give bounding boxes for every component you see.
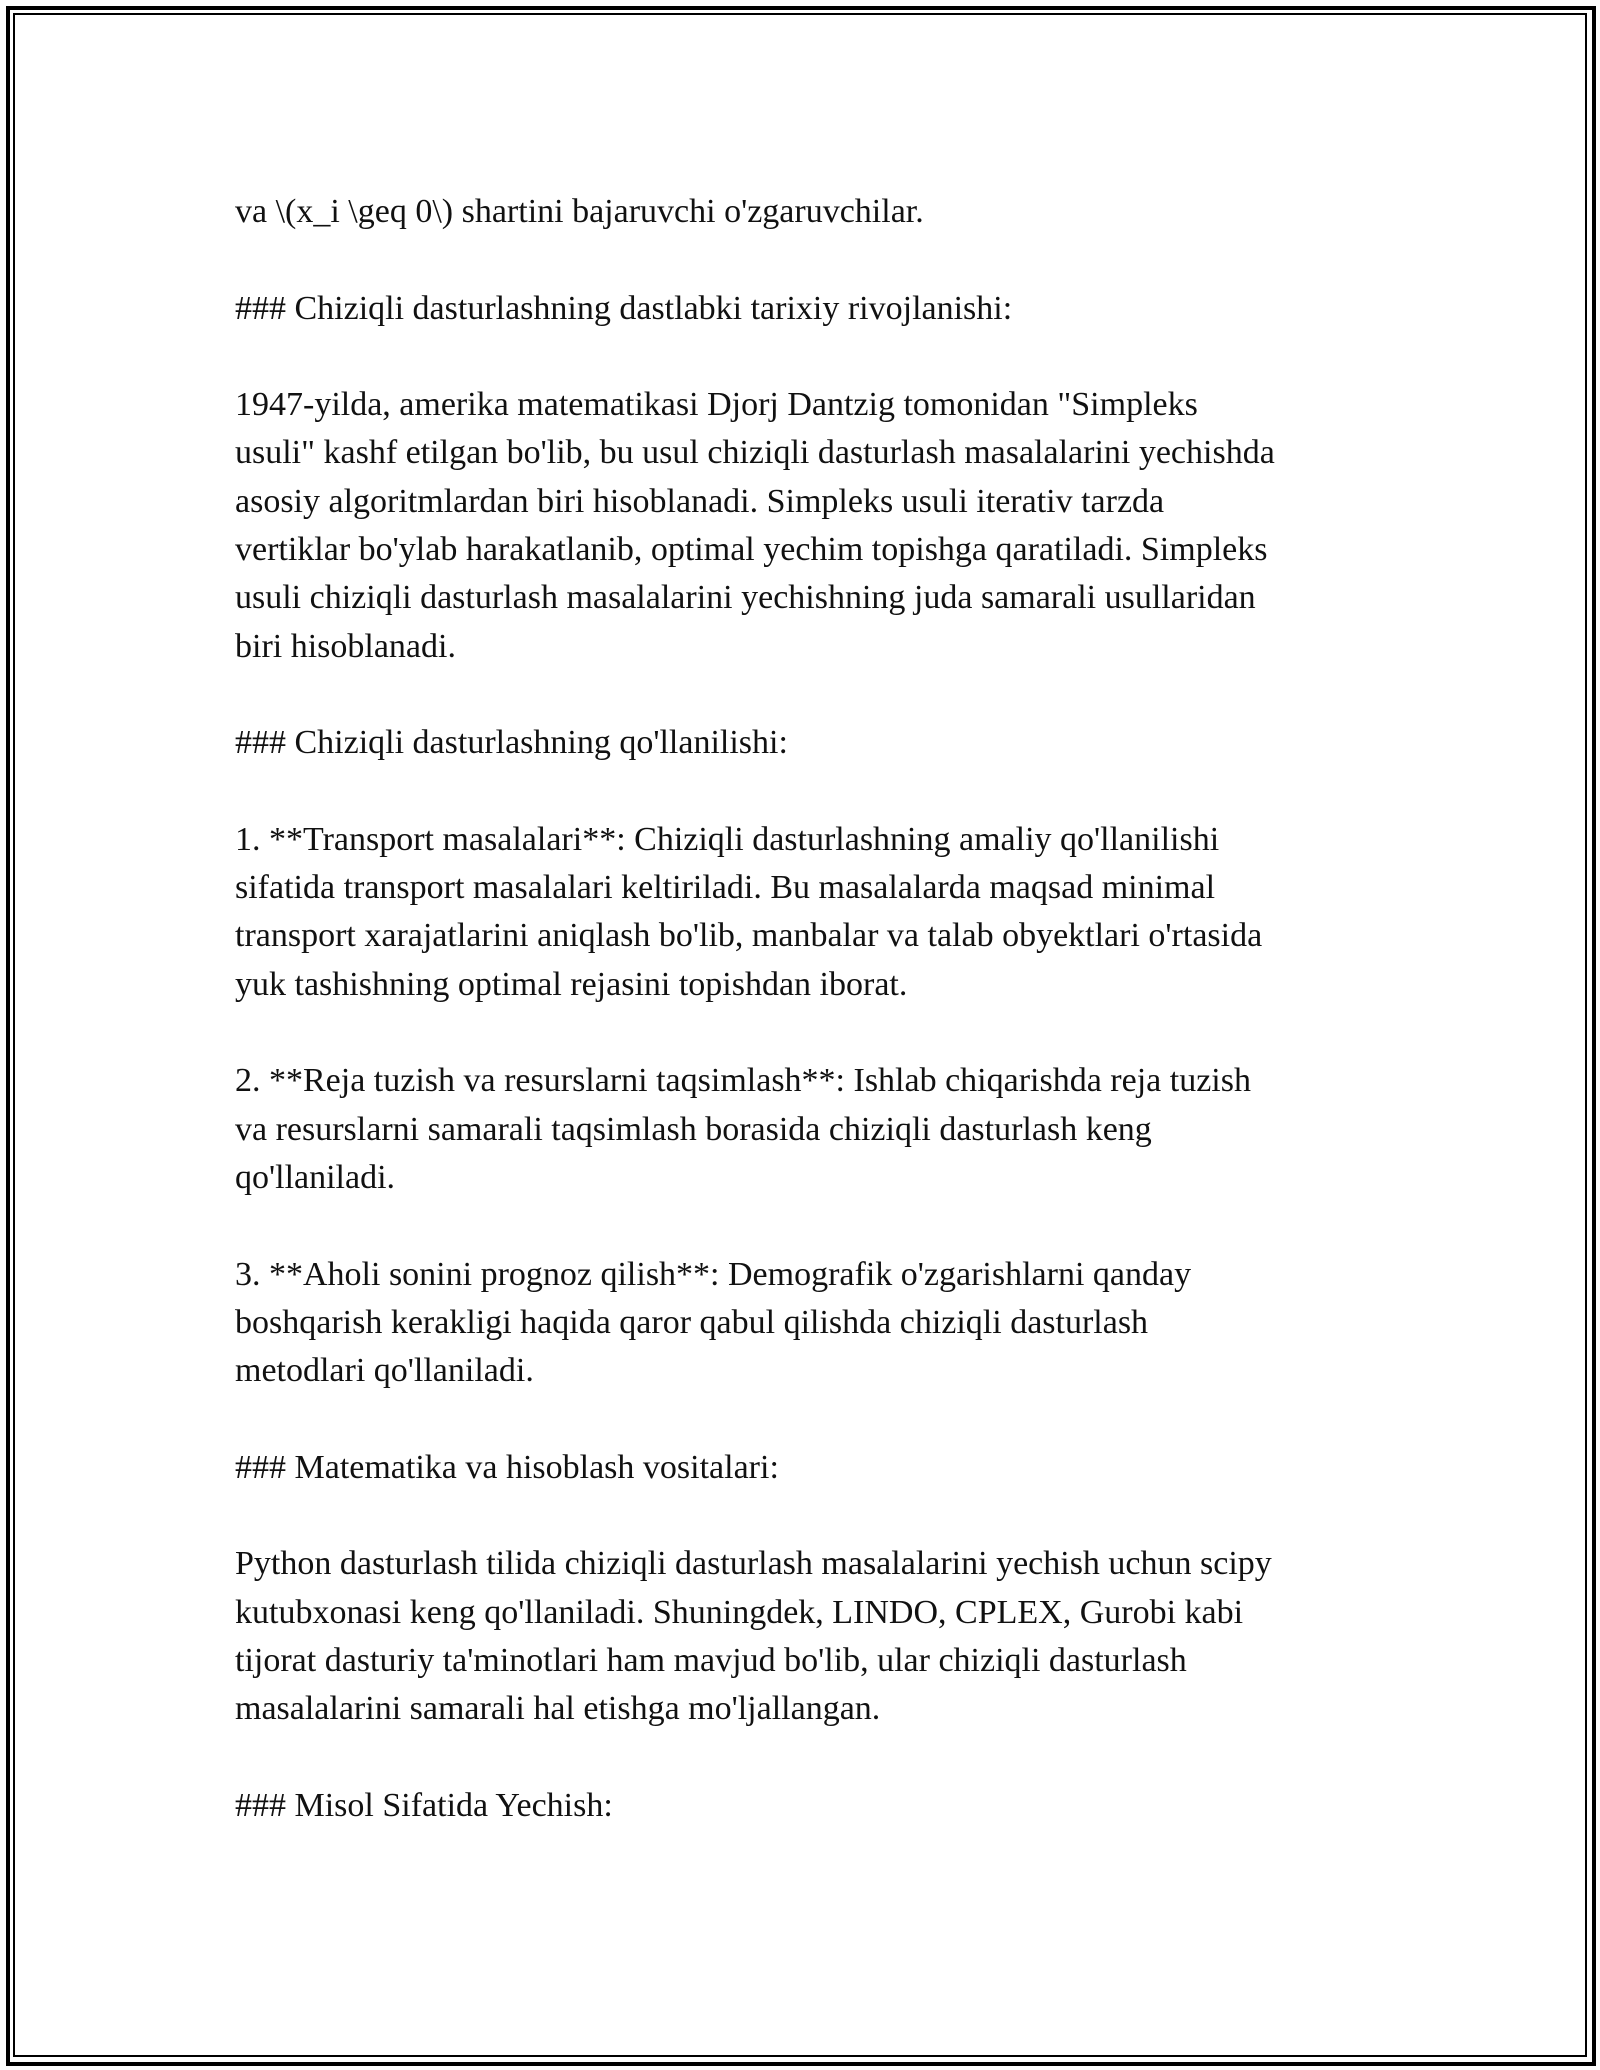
list-item-planning: 2. **Reja tuzish va resurslarni taqsimlash**: Ishlab chiqarishda reja tuzish va resurslarni samarali taqsimlash borasida chiziqli dasturlash keng qo'llaniladi.	[235, 1062, 1251, 1196]
paragraph-spacer	[235, 1395, 1365, 1443]
paragraph-spacer	[235, 1734, 1365, 1782]
list-item-transport: 1. **Transport masalalari**: Chiziqli dasturlashning amaliy qo'llanilishi sifatida transport masalalari keltiriladi. Bu masalalarda maqsad minimal transport xarajatlarini aniqlash bo'lib, manbalar va talab obyektlari o'rtasida yuk tashishning optimal rejasini topishdan iborat.	[235, 820, 1263, 1003]
paragraph-variables-condition: va \(x_i \geq 0\) shartini bajaruvchi o'zgaruvchilar.	[235, 193, 924, 230]
list-item-population: 3. **Aholi sonini prognoz qilish**: Demografik o'zgarishlarni qanday boshqarish kerakligi haqida qaror qabul qilishda chiziqli dasturlash metodlari qo'llaniladi.	[235, 1255, 1192, 1390]
paragraph-spacer	[235, 236, 1365, 284]
heading-tools: ### Matematika va hisoblash vositalari:	[235, 1448, 779, 1486]
paragraph-simplex-history: 1947-yilda, amerika matematikasi Djorj Dantzig tomonidan "Simpleks usuli" kashf etilgan bo'lib, bu usul chiziqli dasturlash masalalarini yechishda asosiy algoritmlardan biri hisoblanadi. Simpleks usuli iterativ tarzda vertiklar bo'ylab harakatlanib, optimal yechim topishga qaratiladi. Simpleks usuli chiziqli dasturlash masalalarini yechishning juda samarali usullaridan biri hisoblanadi.	[235, 386, 1275, 665]
paragraph-spacer	[235, 1009, 1365, 1057]
heading-applications: ### Chiziqli dasturlashning qo'llanilishi:	[235, 724, 788, 762]
paragraph-tools: Python dasturlash tilida chiziqli dasturlash masalalarini yechish uchun scipy kutubxonasi keng qo'llaniladi. Shuningdek, LINDO, CPLEX, Gurobi kabi tijorat dasturiy ta'minotlari ham mavjud bo'lib, ular chiziqli dasturlash masalalarini samarali hal etishga mo'ljallangan.	[235, 1545, 1272, 1728]
paragraph-spacer	[235, 768, 1365, 816]
heading-example: ### Misol Sifatida Yechish:	[235, 1786, 613, 1824]
paragraph-spacer	[235, 1492, 1365, 1540]
paragraph-spacer	[235, 671, 1365, 719]
document-body	[235, 188, 1365, 1830]
paragraph-spacer	[235, 333, 1365, 381]
heading-history: ### Chiziqli dasturlashning dastlabki tarixiy rivojlanishi:	[235, 289, 1013, 327]
paragraph-spacer	[235, 1202, 1365, 1250]
